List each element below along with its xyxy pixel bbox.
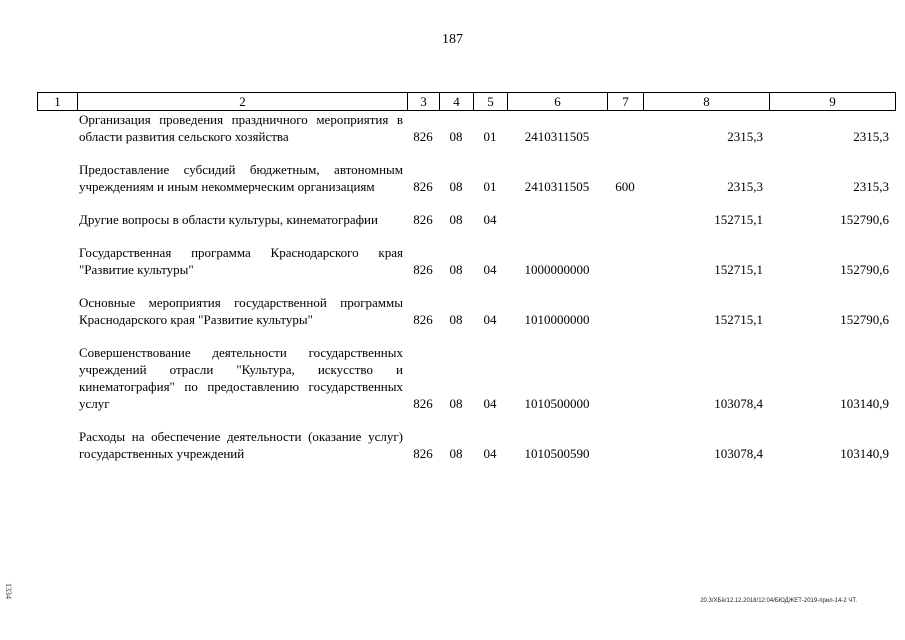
row-col-7 — [607, 244, 643, 294]
row-col-9: 152790,6 — [840, 262, 889, 277]
row-col-9: 152790,6 — [840, 212, 889, 227]
row-col-6: 1010000000 — [524, 312, 590, 327]
row-col-8: 152715,1 — [714, 312, 763, 327]
table-row — [37, 211, 895, 244]
table-row — [37, 344, 895, 428]
table-row — [37, 111, 895, 161]
row-col-9: 103140,9 — [840, 446, 889, 461]
table-row — [37, 161, 895, 211]
column-number-header — [37, 92, 896, 111]
table-row — [37, 244, 895, 294]
row-col-5: 01 — [483, 129, 497, 144]
budget-table — [37, 111, 895, 478]
margin-note: 1334 — [4, 583, 13, 599]
header-col-4: 4 — [440, 93, 474, 111]
header-col-2: 2 — [78, 93, 408, 111]
row-name: Предоставление субсидий бюджетным, автономным учреждениям и иным некоммерческим организациям — [79, 162, 403, 194]
row-col-5: 04 — [483, 396, 497, 411]
row-name: Государственная программа Краснодарского края "Развитие культуры" — [79, 245, 403, 277]
row-col-6: 1010500000 — [524, 396, 590, 411]
row-name: Организация проведения праздничного мероприятия в области развития сельского хозяйства — [79, 112, 403, 144]
row-col-4: 08 — [449, 396, 463, 411]
row-col-5: 04 — [483, 212, 497, 227]
row-col-7 — [607, 294, 643, 344]
row-col-3: 826 — [413, 396, 433, 411]
table-row — [37, 294, 895, 344]
row-name: Совершенствование деятельности государственных учреждений отрасли "Культура, искусство и кинематография" по предоставлению государственных услуг — [79, 345, 403, 411]
row-col-8: 2315,3 — [727, 129, 763, 144]
header-col-1: 1 — [38, 93, 78, 111]
header-col-7: 7 — [608, 93, 644, 111]
row-col-3: 826 — [413, 262, 433, 277]
row-col-3: 826 — [413, 179, 433, 194]
header-col-3: 3 — [408, 93, 440, 111]
row-col-8: 152715,1 — [714, 212, 763, 227]
row-col-8: 103078,4 — [714, 396, 763, 411]
row-col-4: 08 — [449, 446, 463, 461]
document-code: 20.3/ХБё/12.12.2018/12:04/БЮДЖЕТ-2019-прил-14-2 ЧТ. — [700, 598, 857, 604]
row-col-9: 2315,3 — [853, 129, 889, 144]
row-col-9: 103140,9 — [840, 396, 889, 411]
table-row — [37, 428, 895, 478]
header-col-8: 8 — [644, 93, 770, 111]
row-col-5: 04 — [483, 262, 497, 277]
row-col-5: 04 — [483, 446, 497, 461]
row-col-8: 152715,1 — [714, 262, 763, 277]
row-col-3: 826 — [413, 312, 433, 327]
row-col-6: 1000000000 — [524, 262, 590, 277]
row-col-3: 826 — [413, 129, 433, 144]
row-col-6 — [507, 211, 607, 244]
row-col-6: 2410311505 — [524, 129, 590, 144]
row-col-8: 2315,3 — [727, 179, 763, 194]
row-col-6: 2410311505 — [524, 179, 590, 194]
row-col-7 — [607, 211, 643, 244]
row-col-7 — [607, 428, 643, 478]
row-col-4: 08 — [449, 312, 463, 327]
row-col-4: 08 — [449, 212, 463, 227]
row-name: Основные мероприятия государственной программы Краснодарского края "Развитие культуры" — [79, 295, 403, 327]
row-col-3: 826 — [413, 212, 433, 227]
row-col-8: 103078,4 — [714, 446, 763, 461]
row-col-7: 600 — [615, 179, 635, 194]
row-col-4: 08 — [449, 179, 463, 194]
row-col-6: 1010500590 — [524, 446, 590, 461]
row-col-5: 04 — [483, 312, 497, 327]
page-number: 187 — [442, 32, 463, 47]
row-col-9: 152790,6 — [840, 312, 889, 327]
header-col-6: 6 — [508, 93, 608, 111]
header-col-5: 5 — [474, 93, 508, 111]
row-col-7 — [607, 344, 643, 428]
header-col-9: 9 — [770, 93, 896, 111]
row-name: Расходы на обеспечение деятельности (оказание услуг) государственных учреждений — [79, 429, 403, 461]
row-col-3: 826 — [413, 446, 433, 461]
row-col-4: 08 — [449, 129, 463, 144]
row-name: Другие вопросы в области культуры, кинематографии — [79, 212, 378, 227]
row-col-5: 01 — [483, 179, 497, 194]
row-col-4: 08 — [449, 262, 463, 277]
row-col-9: 2315,3 — [853, 179, 889, 194]
row-col-7 — [607, 111, 643, 161]
